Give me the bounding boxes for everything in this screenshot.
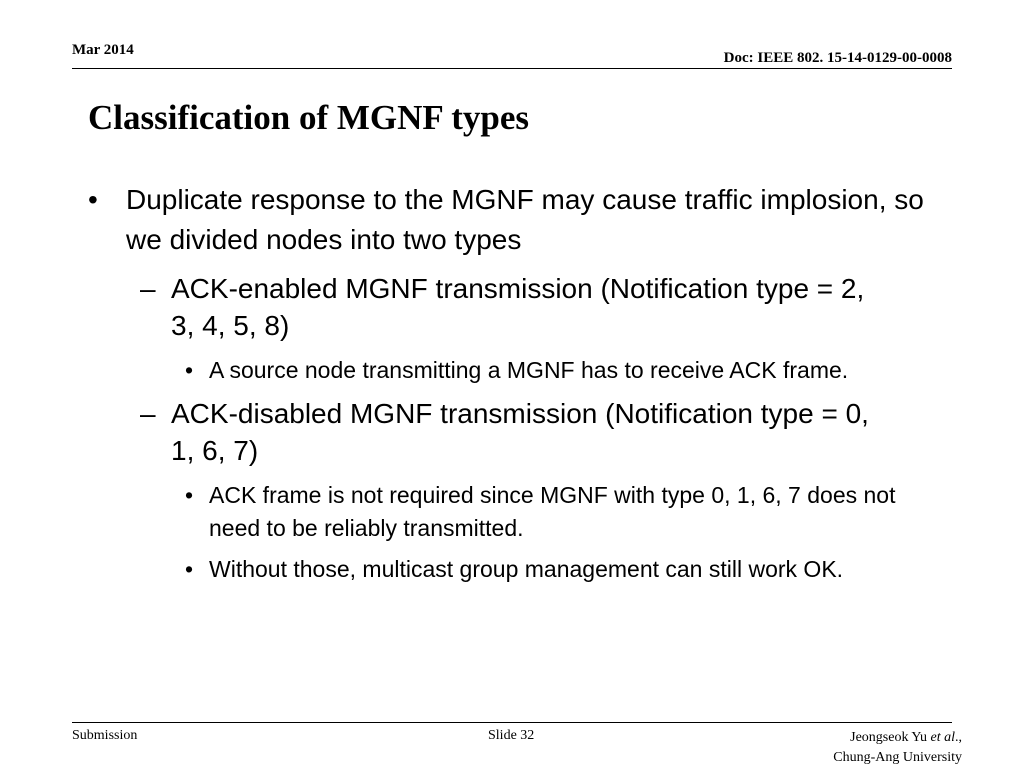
dash-icon: –: [140, 398, 156, 429]
slide-title: Classification of MGNF types: [88, 98, 530, 137]
detail-ack-enabled-text: A source node transmitting a MGNF has to receive ACK frame.: [209, 357, 849, 383]
author-suffix: .,: [955, 730, 962, 745]
detail-ack-disabled-2: [185, 553, 924, 586]
footer-author-block: [833, 728, 962, 768]
slide-content: [88, 180, 948, 594]
detail-ack-disabled-1-text: ACK frame is not required since MGNF with type 0, 1, 6, 7 does not need to be reliably transmitted.: [209, 482, 896, 541]
dash-icon: –: [140, 273, 156, 304]
subbullet-ack-enabled-text: ACK-enabled MGNF transmission (Notification type = 2, 3, 4, 5, 8): [171, 273, 865, 341]
header-doc-id: Doc: IEEE 802. 15-14-0129-00-0008: [723, 50, 952, 66]
bullet-dot-icon: •: [88, 184, 98, 215]
footer-submission: Submission: [72, 728, 138, 743]
subbullet-ack-enabled: [140, 270, 891, 344]
header-date: Mar 2014: [72, 42, 134, 58]
bullet-dot-icon: •: [185, 482, 194, 508]
footer-divider: [72, 722, 952, 723]
detail-ack-disabled-1: [185, 479, 924, 545]
detail-ack-disabled-2-text: Without those, multicast group management can still work OK.: [209, 556, 844, 582]
footer-slide-number: Slide 32: [488, 728, 535, 743]
detail-ack-enabled: [185, 354, 924, 387]
header-divider: [72, 68, 952, 69]
footer-author: [833, 728, 962, 748]
bullet-main: [88, 180, 948, 260]
subbullet-ack-disabled: [140, 395, 891, 469]
bullet-main-text: Duplicate response to the MGNF may cause traffic implosion, so we divided nodes into two types: [126, 184, 924, 255]
subbullet-ack-disabled-text: ACK-disabled MGNF transmission (Notification type = 0, 1, 6, 7): [171, 398, 869, 466]
bullet-dot-icon: •: [185, 357, 194, 383]
footer-affiliation: Chung-Ang University: [833, 750, 962, 765]
author-etal: et al: [930, 730, 955, 745]
author-name: Jeongseok Yu: [850, 730, 931, 745]
bullet-dot-icon: •: [185, 556, 194, 582]
